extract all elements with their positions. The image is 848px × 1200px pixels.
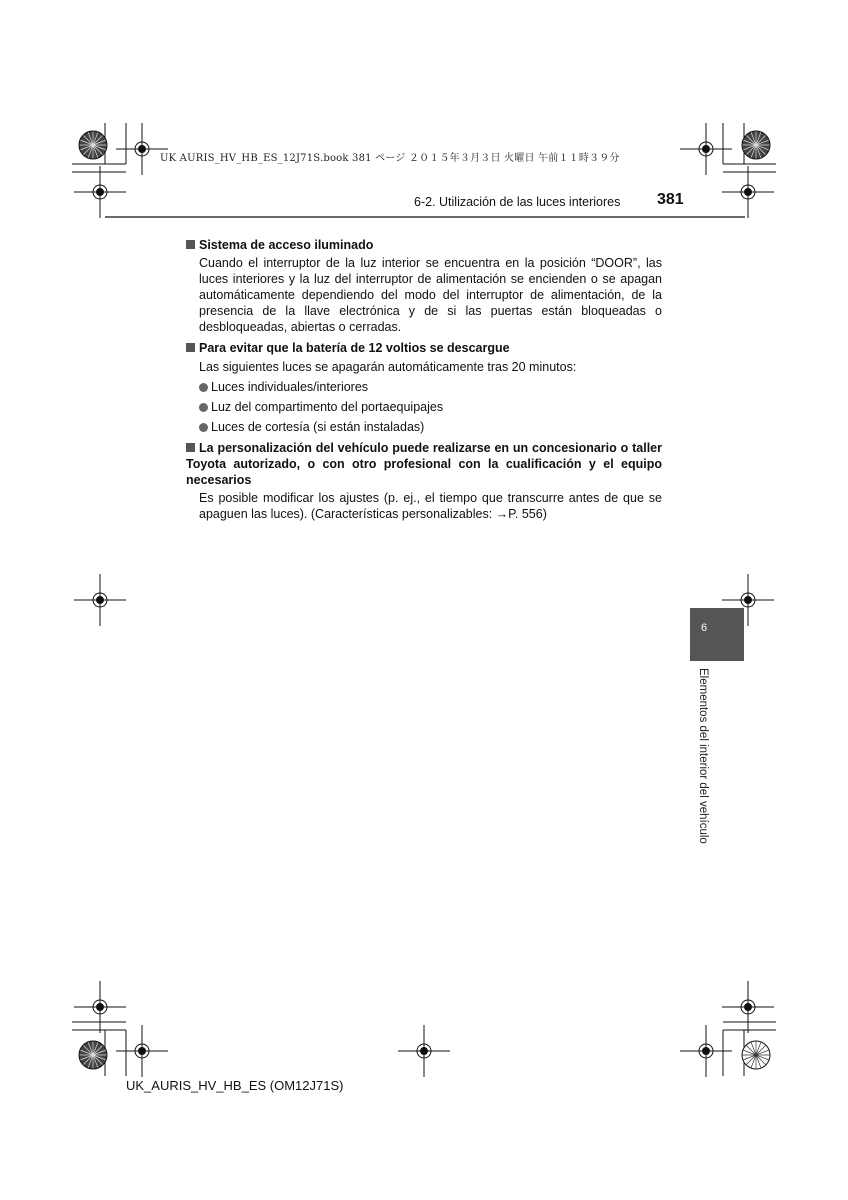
round-bullet-icon bbox=[199, 423, 208, 432]
chapter-tab bbox=[690, 608, 744, 661]
registration-disc bbox=[742, 131, 770, 159]
crosshair-mark bbox=[74, 574, 126, 626]
main-content bbox=[186, 237, 662, 527]
section-body: Es posible modificar los ajustes (p. ej., el tiempo que transcurre antes de que se apaguen las luces). (Características personalizables: →P. 556) bbox=[199, 491, 662, 521]
section-illuminated-entry bbox=[186, 237, 662, 335]
page-number: 381 bbox=[657, 191, 684, 208]
section-intro: Las siguientes luces se apagarán automáticamente tras 20 minutos: bbox=[199, 360, 577, 374]
round-bullet-icon bbox=[199, 403, 208, 412]
chapter-title: Elementos del interior del vehículo bbox=[697, 668, 709, 844]
section-body: Cuando el interruptor de la luz interior se encuentra en la posición “DOOR”, las luces interiores y la luz del interruptor de alimentación se encienden o se apagan automáticamente dependiendo del modo del interruptor de alimentación, de la presencia de la llave electrónica y de si las puertas están bloqueadas o desbloqueadas, abiertas o cerradas. bbox=[199, 256, 662, 334]
section-battery-saver bbox=[186, 340, 662, 435]
light-list bbox=[199, 379, 662, 435]
registration-disc bbox=[79, 1041, 107, 1069]
section-customization bbox=[186, 440, 662, 522]
printer-info-line: UK AURIS_HV_HB_ES_12J71S.book 381 ページ ２０１５年３月３日 火曜日 午前１１時３９分 bbox=[160, 153, 620, 164]
registration-disc bbox=[79, 131, 107, 159]
registration-disc bbox=[742, 1041, 770, 1069]
list-item: Luces de cortesía (si están instaladas) bbox=[199, 419, 662, 435]
crosshair-mark bbox=[722, 981, 774, 1033]
crosshair-mark bbox=[398, 1025, 450, 1077]
square-bullet-icon bbox=[186, 343, 195, 352]
crosshair-mark bbox=[680, 123, 732, 175]
section-header: 6-2. Utilización de las luces interiores bbox=[414, 195, 621, 209]
list-item: Luces individuales/interiores bbox=[199, 379, 662, 395]
crosshair-mark bbox=[722, 166, 774, 218]
round-bullet-icon bbox=[199, 383, 208, 392]
section-heading: Sistema de acceso iluminado bbox=[199, 238, 374, 252]
footer-code: UK_AURIS_HV_HB_ES (OM12J71S) bbox=[126, 1078, 344, 1093]
chapter-number: 6 bbox=[701, 622, 708, 634]
section-heading: La personalización del vehículo puede realizarse en un concesionario o taller Toyota autorizado, o con otro profesional con la cualificación y el equipo necesarios bbox=[186, 441, 662, 487]
crosshair-mark bbox=[680, 1025, 732, 1077]
square-bullet-icon bbox=[186, 443, 195, 452]
list-item: Luz del compartimento del portaequipajes bbox=[199, 399, 662, 415]
square-bullet-icon bbox=[186, 240, 195, 249]
crosshair-mark bbox=[74, 166, 126, 218]
header-rule bbox=[105, 216, 745, 218]
section-heading: Para evitar que la batería de 12 voltios se descargue bbox=[199, 341, 510, 355]
crosshair-mark bbox=[74, 981, 126, 1033]
crosshair-mark bbox=[116, 1025, 168, 1077]
